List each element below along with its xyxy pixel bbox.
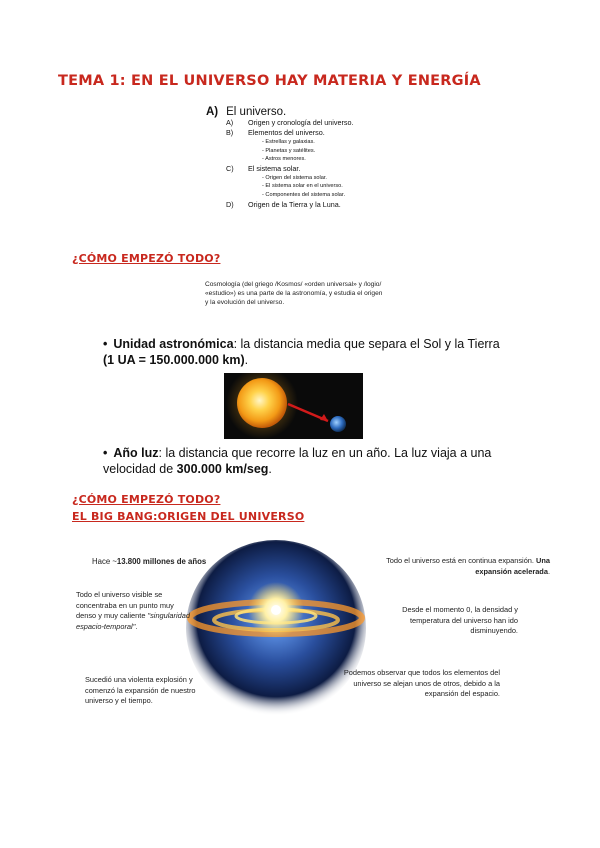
star-icon xyxy=(271,605,281,615)
sun-icon xyxy=(237,378,287,428)
note-expansion: Todo el universo está en continua expansión. Una expansión acelerada. xyxy=(386,556,550,576)
ua-term: Unidad astronómica xyxy=(113,337,234,351)
luz-bullet: • Año luz: la distancia que recorre la luz en un año. La luz viaja a una velocidad de 300.000 km/seg. xyxy=(103,446,492,476)
luz-term: Año luz xyxy=(113,446,159,460)
bullet-dot-icon: • xyxy=(103,446,108,460)
luz-value: 300.000 km/seg xyxy=(176,462,269,476)
table-of-contents xyxy=(206,106,446,210)
toc-letter-a: A) xyxy=(206,106,219,118)
note-time: Hace ~13.800 millones de años xyxy=(92,557,207,566)
luz-text: : la distancia que recorre la luz en un año. La luz viaja a una velocidad de xyxy=(103,446,492,476)
toc-bullet: - Origen del sistema solar. xyxy=(262,174,446,183)
section-heading: ¿CÓMO EMPEZÓ TODO? xyxy=(72,493,221,506)
ua-bullet: • Unidad astronómica: la distancia media que separa el Sol y la Tierra (1 UA = 150.000.000 km). xyxy=(103,337,500,367)
toc-item: B) Elementos del universo. xyxy=(226,128,325,137)
note-density: Desde el momento 0, la densidad y temperatura del universo han ido disminuyendo. xyxy=(402,605,518,636)
toc-bullet-list xyxy=(262,138,446,164)
section-heading: ¿CÓMO EMPEZÓ TODO? xyxy=(72,252,221,265)
toc-bullet: - Astros menores. xyxy=(262,155,446,164)
toc-section-a xyxy=(206,106,446,118)
toc-label-a: El universo. xyxy=(226,106,287,118)
toc-bullet: - Planetas y satélites. xyxy=(262,147,446,156)
toc-bullet: - Estrellas y galaxias. xyxy=(262,138,446,147)
cosmologia-definition: Cosmología (del griego /Kosmos/ «orden universal» y /logio/ «estudio») es una parte de la astronomía, y estudia el origen y la evolución del universo. xyxy=(205,281,383,307)
ua-value: (1 UA = 150.000.000 km) xyxy=(103,353,245,367)
note-explosion: Sucedió una violenta explosión y comenzó la expansión de nuestro universo y el tiempo. xyxy=(85,675,196,706)
bullet-dot-icon: • xyxy=(103,337,108,351)
toc-bullet: - El sistema solar en el universo. xyxy=(262,182,446,191)
toc-item: A) Origen y cronología del universo. xyxy=(226,118,354,127)
sun-earth-image xyxy=(224,373,363,439)
ua-text: : la distancia media que separa el Sol y la Tierra xyxy=(233,337,500,351)
note-galaxies: Podemos observar que todos los elementos del universo se alejan unos de otros, debido a la expansión del espacio. xyxy=(343,668,500,699)
page-title: TEMA 1: EN EL UNIVERSO HAY MATERIA Y ENERGÍA xyxy=(58,73,481,89)
toc-bullet: - Componentes del sistema solar. xyxy=(262,191,446,200)
earth-icon xyxy=(330,416,346,432)
note-dense-point: Todo el universo visible se concentraba en un punto muy denso y muy caliente "singularidad espacio-temporal". xyxy=(76,590,190,631)
section-subheading: EL BIG BANG:ORIGEN DEL UNIVERSO xyxy=(72,510,305,523)
toc-item: C) El sistema solar. xyxy=(226,163,301,173)
sun-earth-illustration xyxy=(224,373,363,439)
toc-bullet-list xyxy=(262,174,446,200)
toc-item: D) Origen de la Tierra y la Luna. xyxy=(226,199,341,209)
